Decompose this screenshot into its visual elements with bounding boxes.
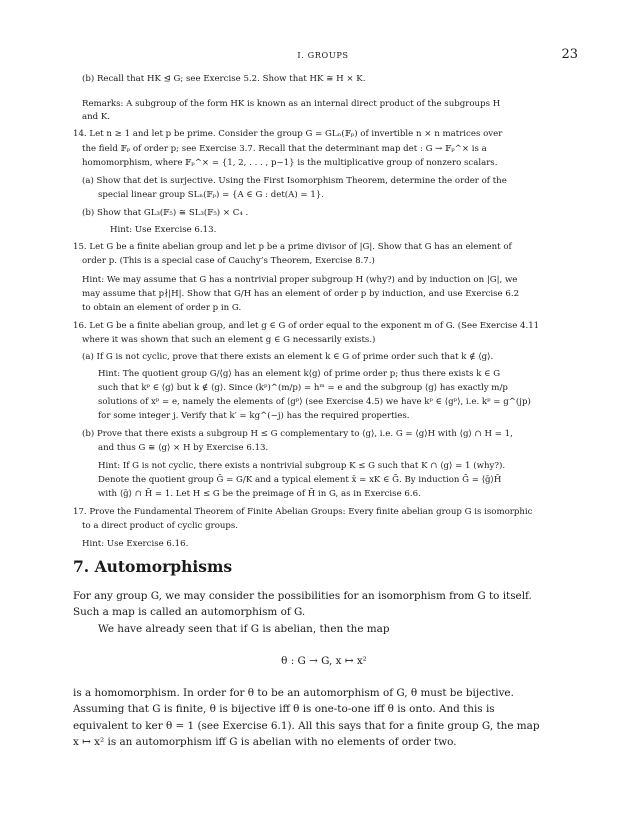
display-equation: θ : G → G, x ↦ x² [281, 655, 367, 667]
exercise-15-hint-3: to obtain an element of order p in G. [82, 303, 242, 313]
body-line-6: equivalent to ker θ = 1 (see Exercise 6.1). All this says that for a finite group G, the map [73, 720, 540, 732]
section-title: 7. Automorphisms [73, 557, 233, 576]
exercise-16b-line-1: (b) Prove that there exists a subgroup H ≤ G complementary to ⟨g⟩, i.e. G = ⟨g⟩H with ⟨g⟩ ∩ H = 1, [82, 429, 513, 439]
exercise-14a-line-2: special linear group SLₙ(𝔽ₚ) = {A ∈ G : det(A) = 1}. [98, 190, 325, 200]
exercise-17-line-1: 17. Prove the Fundamental Theorem of Finite Abelian Groups: Every finite abelian group G is isomorphic [73, 507, 533, 517]
exercise-14a-line-1: (a) Show that det is surjective. Using the First Isomorphism Theorem, determine the order of the [82, 176, 507, 186]
exercise-16b-hint-2: Denote the quotient group Ḡ = G/K and a typical element x̄ = xK ∈ Ḡ. By induction Ḡ = ⟨ḡ⟩H̄ [98, 475, 502, 485]
body-line-5: Assuming that G is finite, θ is bijective iff θ is one-to-one iff θ is onto. And this is [73, 703, 495, 715]
exercise-16b-line-2: and thus G ≅ ⟨g⟩ × H by Exercise 6.13. [98, 443, 269, 453]
exercise-16a: (a) If G is not cyclic, prove that there exists an element k ∈ G of prime order such that k ∉ ⟨g⟩. [82, 352, 494, 362]
exercise-16a-hint-1: Hint: The quotient group G/⟨g⟩ has an element k⟨g⟩ of prime order p; thus there exists k ∈ G [98, 369, 501, 379]
exercise-14-line-3: homomorphism, where 𝔽ₚ^× = {1, 2, . . . , p−1} is the multiplicative group of nonzero scalars. [82, 158, 498, 168]
exercise-15-line-1: 15. Let G be a finite abelian group and let p be a prime divisor of |G|. Show that G has an element of [73, 242, 512, 252]
exercise-16-line-2: where it was shown that such an element g ∈ G necessarily exists.) [82, 335, 376, 345]
body-line-7: x ↦ x² is an automorphism iff G is abelian with no elements of order two. [73, 736, 457, 748]
remarks-line-2: and K. [82, 112, 111, 122]
exercise-16b-hint-1: Hint: If G is not cyclic, there exists a nontrivial subgroup K ≤ G such that K ∩ ⟨g⟩ = 1 (why?). [98, 461, 506, 471]
exercise-16a-hint-4: for some integer j. Verify that k′ = kg^(−j) has the required properties. [98, 411, 410, 421]
exercise-13b: (b) Recall that HK ⊴ G; see Exercise 5.2. Show that HK ≅ H × K. [82, 74, 366, 84]
exercise-16b-hint-3: with ⟨ḡ⟩ ∩ H̄ = 1. Let H ≤ G be the preimage of H̄ in G, as in Exercise 6.6. [98, 489, 421, 499]
body-line-1: For any group G, we may consider the possibilities for an isomorphism from G to itself. [73, 590, 532, 602]
running-head [68, 47, 578, 64]
running-title: I. GROUPS [297, 50, 349, 60]
exercise-16a-hint-2: such that kᵖ ∈ ⟨g⟩ but k ∉ ⟨g⟩. Since (kᵖ)^(m/p) = hᵐ = e and the subgroup ⟨g⟩ has exactly m/p [98, 383, 508, 393]
exercise-15-hint-2: may assume that p∤|H|. Show that G/H has an element of order p by induction, and use Exercise 6.2 [82, 289, 520, 299]
body-line-3: We have already seen that if G is abelian, then the map [98, 623, 390, 635]
body-line-4: is a homomorphism. In order for θ to be an automorphism of G, θ must be bijective. [73, 687, 514, 699]
exercise-17-hint: Hint: Use Exercise 6.16. [82, 539, 189, 549]
exercise-14-line-1: 14. Let n ≥ 1 and let p be prime. Consider the group G = GLₙ(𝔽ₚ) of invertible n × n matrices over [73, 129, 503, 139]
body-line-2: Such a map is called an automorphism of G. [73, 606, 306, 618]
exercise-15-line-2: order p. (This is a special case of Cauchy’s Theorem, Exercise 8.7.) [82, 256, 375, 266]
exercise-15-hint-1: Hint: We may assume that G has a nontrivial proper subgroup H (why?) and by induction on |G|, we [82, 275, 518, 285]
exercise-14-line-2: the field 𝔽ₚ of order p; see Exercise 3.7. Recall that the determinant map det : G → 𝔽ₚ^× is a [82, 144, 487, 154]
exercise-17-line-2: to a direct product of cyclic groups. [82, 521, 239, 531]
exercise-14-hint: Hint: Use Exercise 6.13. [110, 225, 217, 235]
exercise-16a-hint-3: solutions of xᵖ = e, namely the elements of ⟨gᵖ⟩ (see Exercise 4.5) we have kᵖ ∈ ⟨gᵖ⟩, i.e. kᵖ = g^(jp) [98, 397, 531, 407]
page-number: 23 [561, 47, 578, 62]
remarks-line-1: Remarks: A subgroup of the form HK is known as an internal direct product of the subgroups H [82, 99, 501, 109]
exercise-16-line-1: 16. Let G be a finite abelian group, and let g ∈ G of order equal to the exponent m of G. (See Exercise 4.11 [73, 321, 540, 331]
exercise-14b: (b) Show that GL₃(𝔽₅) ≅ SL₃(𝔽₅) × C₄ . [82, 208, 249, 218]
